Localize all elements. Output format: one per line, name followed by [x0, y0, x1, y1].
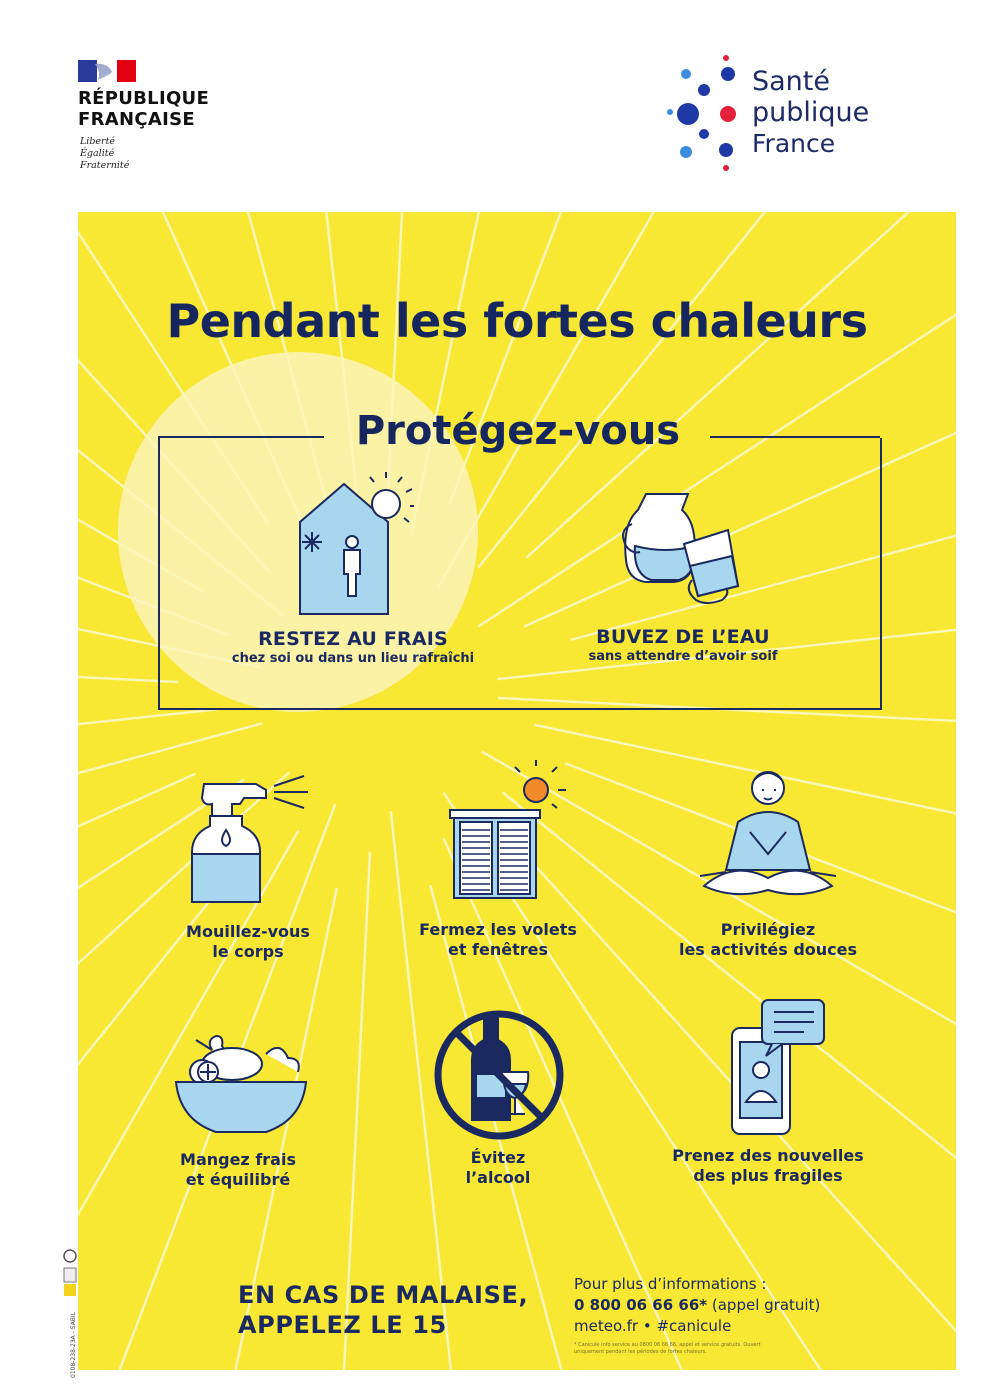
motto-liberte: Liberté [80, 136, 116, 147]
spray-bottle-icon [190, 772, 340, 912]
spf-dots-logo [660, 52, 744, 174]
info-phone-note: (appel gratuit) [707, 1296, 821, 1314]
item-close-shutters-line1: Fermez les volets [419, 920, 577, 939]
item-avoid-alcohol-line1: Évitez [470, 1148, 526, 1167]
item-eat-fresh-line1: Mangez frais [180, 1150, 296, 1169]
spf-line2: publique [752, 97, 870, 128]
phone-message-icon [728, 998, 828, 1138]
rf-title-line2: FRANÇAISE [78, 109, 195, 130]
item-drink-water-subtitle: sans attendre d’avoir soif [588, 649, 778, 664]
item-close-shutters-line2: et fenêtres [447, 940, 549, 959]
poster-subtitle: Protégez-vous [355, 408, 681, 454]
item-eat-fresh-line2: et équilibré [185, 1170, 291, 1189]
rf-title-line1: RÉPUBLIQUE [78, 88, 210, 109]
frame-top-left [158, 436, 324, 438]
emergency-line2: APPELEZ LE 15 [238, 1311, 447, 1339]
house-cool-icon [294, 470, 414, 618]
spf-line1: Santé [752, 66, 830, 97]
print-code-marks [56, 1240, 86, 1380]
info-web: meteo.fr • #canicule [574, 1317, 732, 1335]
item-avoid-alcohol [418, 1148, 578, 1188]
item-drink-water [548, 626, 818, 666]
item-stay-cool-title: RESTEZ AU FRAIS [258, 628, 448, 650]
marianne-flag-logo [78, 60, 136, 82]
no-alcohol-icon [432, 1008, 566, 1142]
footnote: * Canicule info service au 0800 06 66 66, appel et service gratuits. Ouvert uniquement pendant les périodes de fortes chaleurs. [574, 1342, 761, 1355]
item-wet-body-line1: Mouillez-vous [186, 922, 310, 941]
item-gentle-activities-line1: Privilégiez [720, 920, 816, 939]
item-gentle-activities [668, 920, 868, 960]
side-code-text: 0108-238-23A - SABIL [70, 1311, 77, 1378]
item-check-on-vulnerable [658, 1146, 878, 1186]
item-close-shutters [398, 920, 598, 960]
republique-francaise-title [78, 88, 209, 130]
info-title: Pour plus d’informations : [574, 1275, 767, 1293]
meditation-icon [698, 768, 838, 898]
motto-egalite: Égalité [80, 148, 115, 159]
item-gentle-activities-line2: les activités douces [678, 940, 858, 959]
sante-publique-france-wordmark [752, 66, 869, 160]
emergency-line1: EN CAS DE MALAISE, [238, 1281, 529, 1309]
info-block [574, 1274, 820, 1337]
info-phone-line [574, 1295, 820, 1316]
emergency-notice [238, 1280, 528, 1340]
item-avoid-alcohol-line2: l’alcool [465, 1168, 531, 1187]
item-eat-fresh [148, 1150, 328, 1190]
item-drink-water-title: BUVEZ DE L’EAU [596, 626, 770, 648]
poster-title: Pendant les fortes chaleurs [166, 294, 868, 348]
frame-top-right [710, 436, 880, 438]
spf-line3: France [752, 129, 836, 158]
heatwave-poster [78, 212, 956, 1370]
item-wet-body [158, 922, 338, 962]
motto-fraternite: Fraternité [80, 160, 130, 171]
item-stay-cool-subtitle: chez soi ou dans un lieu rafraîchi [231, 651, 475, 666]
highlight-frame [158, 438, 882, 710]
item-check-on-vulnerable-line2: des plus fragiles [693, 1166, 843, 1185]
item-wet-body-line2: le corps [212, 942, 284, 961]
item-stay-cool [208, 628, 498, 668]
shutters-icon [448, 760, 568, 900]
info-phone: 0 800 06 66 66* [574, 1296, 708, 1314]
item-check-on-vulnerable-line1: Prenez des nouvelles [672, 1146, 864, 1165]
food-bowl-icon [174, 1024, 308, 1140]
rf-motto [80, 136, 129, 172]
water-jug-icon [618, 484, 748, 610]
